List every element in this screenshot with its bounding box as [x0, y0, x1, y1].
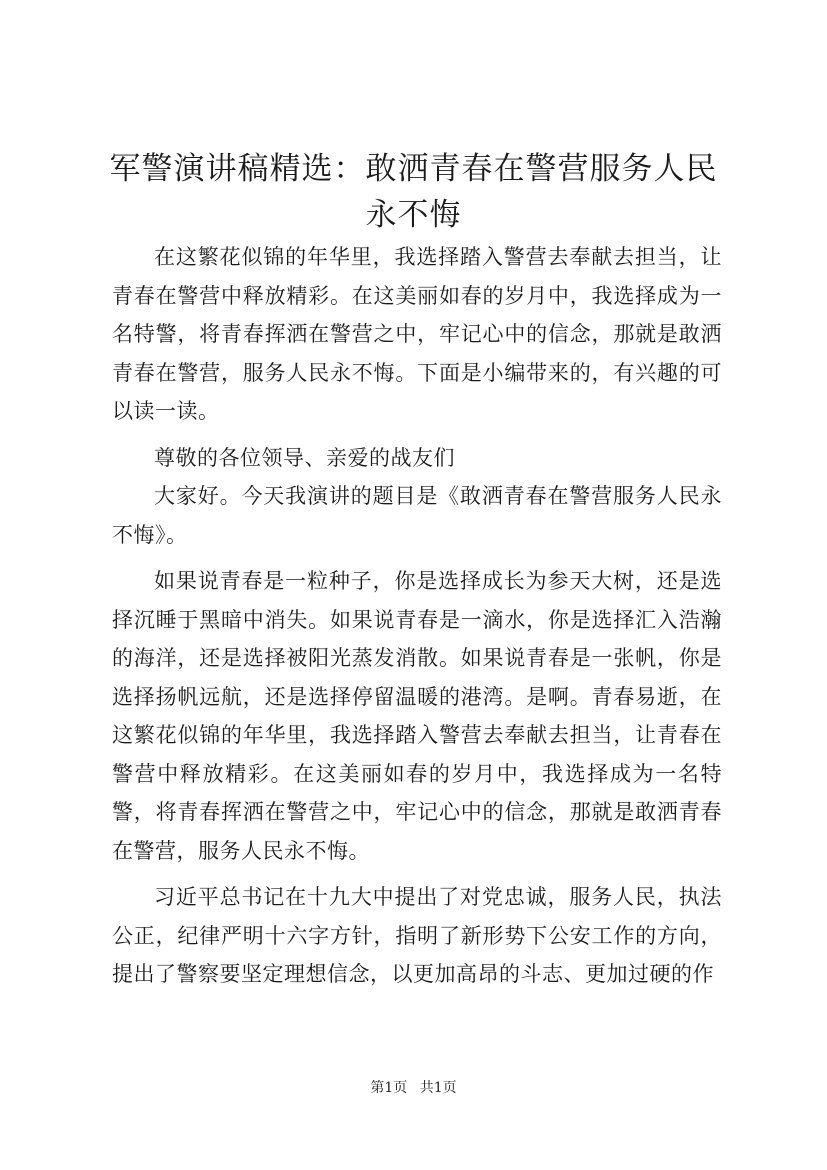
document-title: 军警演讲稿精选：敢洒青春在警营服务人民永不悔 [109, 151, 718, 233]
paragraph-xi-guidance: 习近平总书记在十九大中提出了对党忠诚，服务人民，执法公正，纪律严明十六字方针，指明了新形势下公安工作的方向，提出了警察要坚定理想信念，以更加高昂的斗志、更加过硬的作 [112, 885, 722, 986]
document-body [112, 238, 722, 994]
paragraph-youth-metaphor: 如果说青春是一粒种子，你是选择成长为参天大树，还是选择沉睡于黑暗中消失。如果说青春是一滴水，你是选择汇入浩瀚的海洋，还是选择被阳光蒸发消散。如果说青春是一张帆，你是选择扬帆远航，还是选择停留温暖的港湾。是啊。青春易逝，在这繁花似锦的年华里，我选择踏入警营去奉献去担当，让青春在警营中释放精彩。在这美丽如春的岁月中，我选择成为一名特警，将青春挥洒在警营之中，牢记心中的信念，那就是敢洒青春在警营，服务人民永不悔。 [112, 569, 722, 863]
paragraph-salutation: 尊敬的各位领导、亲爱的战友们 [154, 445, 455, 470]
page-number-total: 共1页 [419, 1080, 457, 1096]
page-number-current: 第1页 [370, 1080, 408, 1096]
page-footer [0, 1078, 827, 1098]
paragraph-greeting: 大家好。今天我演讲的题目是《敢洒青春在警营服务人民永不悔》。 [112, 484, 722, 547]
paragraph-intro: 在这繁花似锦的年华里，我选择踏入警营去奉献去担当，让青春在警营中释放精彩。在这美丽如春的岁月中，我选择成为一名特警，将青春挥洒在警营之中，牢记心中的信念，那就是敢洒青春在警营，服务人民永不悔。下面是小编带来的，有兴趣的可以读一读。 [112, 245, 722, 423]
